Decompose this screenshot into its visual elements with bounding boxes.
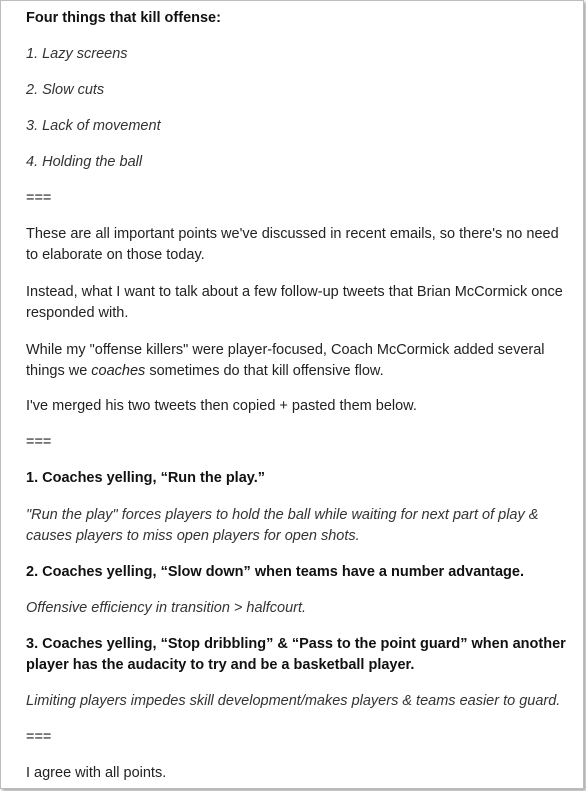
paragraph: Instead, what I want to talk about a few follow-up tweets that Brian McCormick once responded with.	[26, 284, 563, 321]
paragraph: I've merged his two tweets then copied + pasted them below.	[26, 398, 417, 414]
list-item: 3. Lack of movement	[26, 118, 161, 134]
list-item: 4. Holding the ball	[26, 154, 143, 170]
paragraph-text: sometimes do that kill offensive flow.	[145, 363, 384, 379]
email-body	[1, 1, 583, 788]
point-explanation: "Run the play" forces players to hold the ball while waiting for next part of play & causes players to miss open players for open shots.	[26, 507, 539, 544]
point-explanation: Limiting players impedes skill development/makes players & teams easier to guard.	[26, 693, 561, 709]
paragraph	[26, 340, 566, 382]
section-heading: Four things that kill offense:	[26, 10, 221, 26]
paragraph-text: While my "offense killers" were player-focused, Coach McCormick added several things we	[26, 342, 545, 379]
point-title: 1. Coaches yelling, “Run the play.”	[26, 470, 266, 486]
emphasis-text: coaches	[91, 363, 146, 379]
separator: ===	[26, 729, 52, 745]
point-title: 2. Coaches yelling, “Slow down” when teams have a number advantage.	[26, 564, 524, 580]
closing-line: I agree with all points.	[26, 765, 167, 781]
list-item: 2. Slow cuts	[26, 82, 105, 98]
paragraph: These are all important points we've discussed in recent emails, so there's no need to elaborate on those today.	[26, 226, 559, 263]
point-title: 3. Coaches yelling, “Stop dribbling” & “Pass to the point guard” when another player has the audacity to try and be a basketball player.	[26, 636, 566, 673]
separator: ===	[26, 434, 52, 450]
separator: ===	[26, 190, 52, 206]
list-item: 1. Lazy screens	[26, 46, 128, 62]
point-explanation: Offensive efficiency in transition > halfcourt.	[26, 600, 307, 616]
